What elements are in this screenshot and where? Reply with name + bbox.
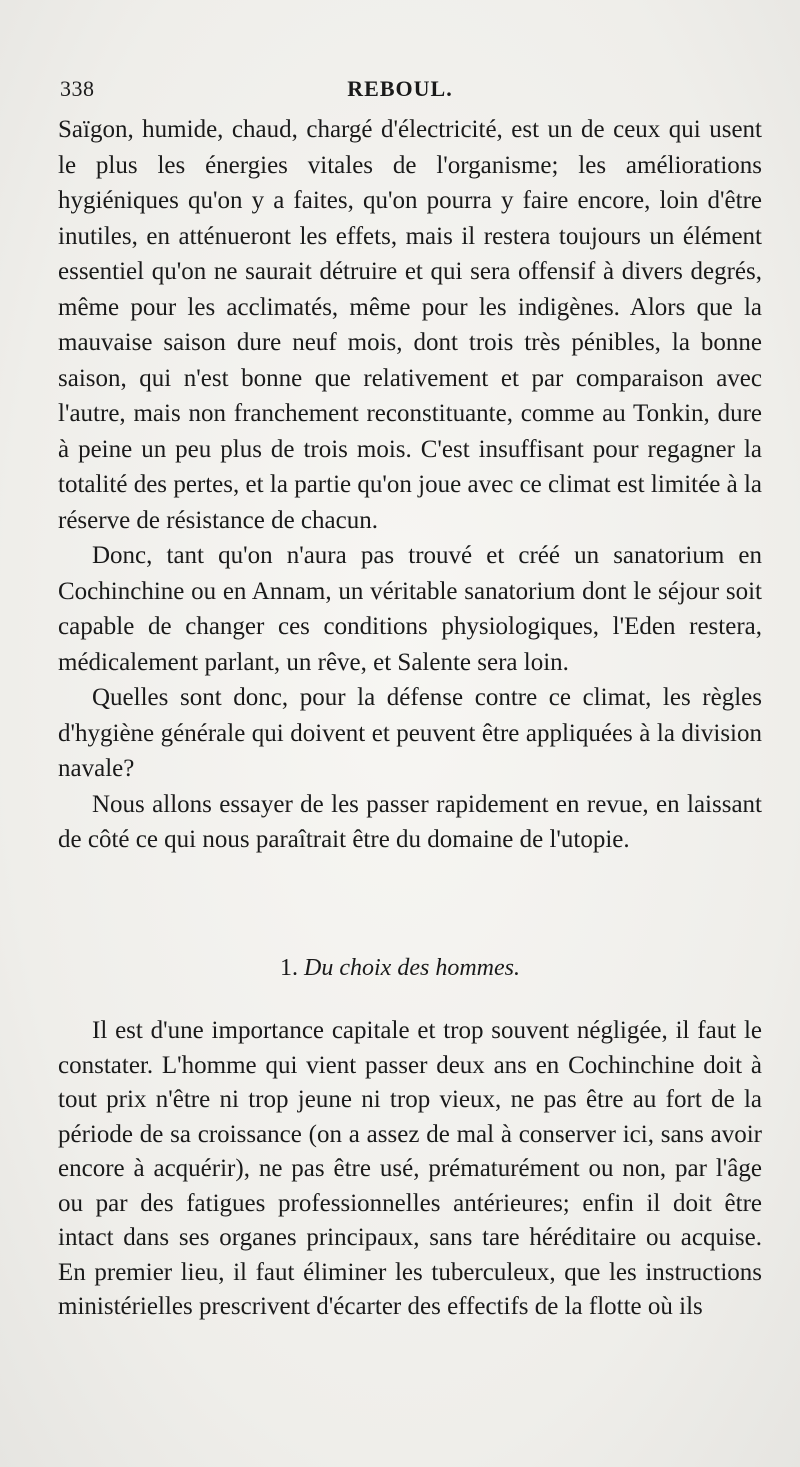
section-body-text (58, 1014, 762, 1325)
body-text (58, 112, 762, 858)
page-number: 338 (60, 76, 95, 101)
paragraph: Donc, tant qu'on n'aura pas trouvé et créé un sanatorium en Cochinchine ou en Annam, un véritable sanatorium dont le séjour soit capable de changer ces conditions physiologiques, l'Eden restera, médicalement parlant, un rêve, et Salente sera loin. (58, 542, 762, 676)
paragraph: Nous allons essayer de les passer rapidement en revue, en laissant de côté ce qui nous paraîtrait être du domaine de l'utopie. (58, 790, 762, 853)
section-title: Du choix des hommes. (304, 955, 520, 981)
section-heading (0, 952, 800, 984)
paragraph: Saïgon, humide, chaud, chargé d'électricité, est un de ceux qui usent le plus les énergies vitales de l'organisme; les améliorations hygiéniques qu'on y a faites, qu'on pourra y faire encore, loin d'être inutiles, en atténueront les effets, mais il restera toujours un élément essentiel qu'on ne saurait détruire et qui sera offensif à divers degrés, même pour les acclimatés, même pour les indigènes. Alors que la mauvaise saison dure neuf mois, dont trois très pénibles, la bonne saison, qui n'est bonne que relativement et par comparaison avec l'autre, mais non franchement reconstituante, comme au Tonkin, dure à peine un peu plus de trois mois. C'est insuffisant pour regagner la totalité des pertes, et la partie qu'on joue avec ce climat est limitée à la réserve de résistance de chacun. (58, 116, 762, 534)
running-title: REBOUL. (347, 76, 453, 101)
paragraph: Quelles sont donc, pour la défense contre ce climat, les règles d'hygiène générale qui doivent et peuvent être appliquées à la division navale? (58, 684, 762, 782)
running-head (56, 72, 744, 106)
paragraph: Il est d'une importance capitale et trop souvent négligée, il faut le constater. L'homme qui vient passer deux ans en Cochinchine doit à tout prix n'être ni trop jeune ni trop vieux, ne pas être au fort de la période de sa croissance (on a assez de mal à conserver ici, sans avoir encore à acquérir), ne pas être usé, prématurément ou non, par l'âge ou par des fatigues professionnelles antérieures; enfin il doit être intact dans ses organes principaux, sans tare héréditaire ou acquise. En premier lieu, il faut éliminer les tuberculeux, que les instructions ministérielles prescrivent d'écarter des effectifs de la flotte où ils (58, 1017, 762, 1320)
section-number: 1. (280, 955, 299, 981)
